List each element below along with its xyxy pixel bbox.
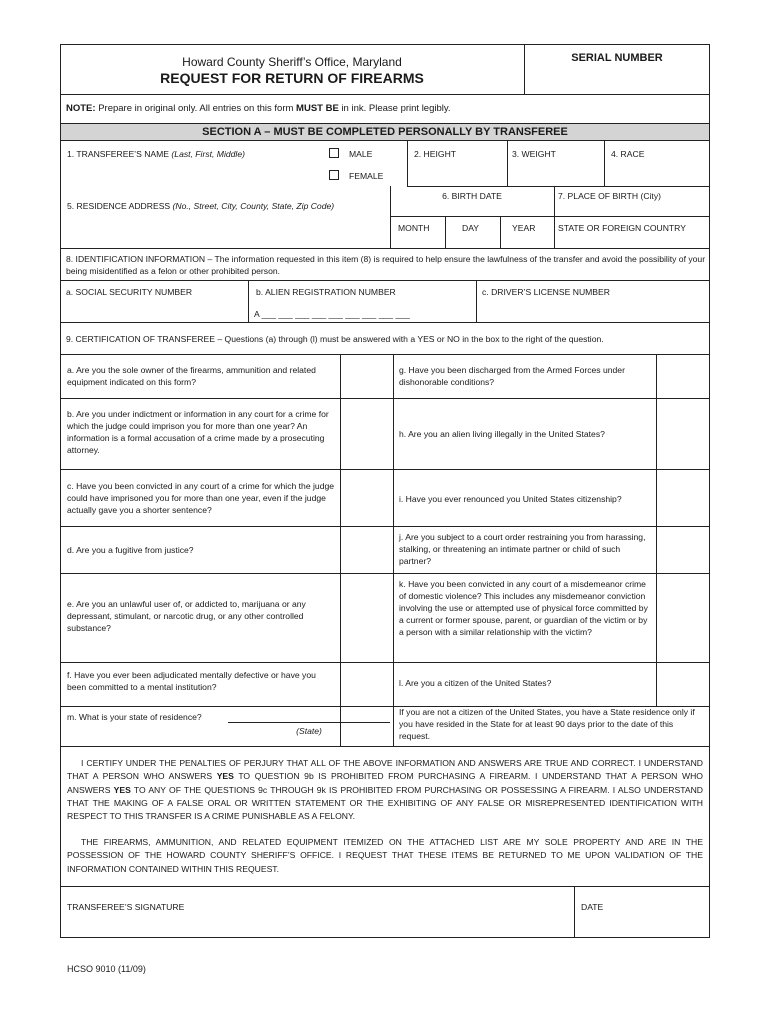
statement-part-1: I CERTIFY UNDER THE PENALTIES OF PERJURY THAT ALL OF THE ABOVE INFORMATION AND ANSWERS ARE TRUE AND CORRECT. I UNDERSTAND THAT A PERSON WHO ANSWERS bbox=[67, 758, 703, 782]
date-field[interactable] bbox=[578, 914, 706, 936]
male-label: MALE bbox=[349, 149, 373, 159]
alien-registration-field[interactable]: A ___ ___ ___ ___ ___ ___ ___ ___ ___ bbox=[254, 309, 410, 319]
statement-yes-1: YES bbox=[216, 771, 234, 782]
question-b: b. Are you under indictment or information in any court for a crime for which the judge could imprison you for more than one year? An information is a formal accusation of a crime made by a prosecuting attorney. bbox=[67, 409, 329, 455]
property-statement: THE FIREARMS, AMMUNITION, AND RELATED EQUIPMENT ITEMIZED ON THE ATTACHED LIST ARE MY SOLE PROPERTY AND ARE IN THE POSSESSION OF THE HOWARD COUNTY SHERIFF’S OFFICE. I REQUEST THAT THESE ITEMS BE RETURNED TO ME UPON VALIDATION OF THE INFORMATION CONTAINED WITHIN THIS REQUEST. bbox=[67, 837, 703, 874]
question-d: d. Are you a fugitive from justice? bbox=[67, 545, 194, 555]
drivers-license-label: c. DRIVER’S LICENSE NUMBER bbox=[482, 287, 610, 297]
signature-label: TRANSFEREE’S SIGNATURE bbox=[67, 902, 185, 912]
year-label: YEAR bbox=[512, 223, 536, 233]
weight-field[interactable] bbox=[510, 162, 602, 184]
ssn-field[interactable] bbox=[64, 300, 244, 320]
birth-month-field[interactable] bbox=[392, 234, 442, 246]
serial-number-field[interactable] bbox=[528, 68, 706, 92]
statement-part-2: TO QUESTION 9b IS PROHIBITED FROM PURCHASING A FIREARM. I UNDERSTAND THAT A PERSON WHO ANSWERS bbox=[67, 771, 703, 795]
residence-note: If you are not a citizen of the United States, you have a State residence only if you have resided in the State for at least 90 days prior to the date of this request. bbox=[399, 707, 695, 741]
address-field[interactable] bbox=[64, 214, 386, 244]
question-j: j. Are you subject to a court order restraining you from harassing, stalking, or threatening an intimate partner or child of such partner? bbox=[399, 532, 646, 566]
birth-place-label: 7. PLACE OF BIRTH (City) bbox=[558, 191, 661, 201]
answer-c[interactable] bbox=[343, 472, 391, 524]
date-label: DATE bbox=[581, 902, 604, 912]
answer-k[interactable] bbox=[659, 576, 707, 660]
race-field[interactable] bbox=[607, 162, 707, 184]
birth-year-field[interactable] bbox=[503, 234, 552, 246]
alien-registration-label: b. ALIEN REGISTRATION NUMBER bbox=[256, 287, 396, 297]
certification-text: 9. CERTIFICATION OF TRANSFEREE – Questions (a) through (l) must be answered with a YES or NO in the box to the right of the question. bbox=[66, 334, 604, 344]
answer-g[interactable] bbox=[659, 357, 707, 396]
name-hint: (Last, First, Middle) bbox=[171, 149, 245, 159]
section-a-title: SECTION A – MUST BE COMPLETED PERSONALLY BY TRANSFEREE bbox=[202, 126, 568, 138]
female-label: FEMALE bbox=[349, 171, 384, 181]
answer-h[interactable] bbox=[659, 401, 707, 467]
name-field[interactable] bbox=[64, 162, 316, 184]
answer-a[interactable] bbox=[343, 357, 391, 396]
question-i: i. Have you ever renounced you United States citizenship? bbox=[399, 494, 622, 504]
state-label: (State) bbox=[296, 726, 322, 736]
note-must-be: MUST BE bbox=[296, 103, 339, 114]
note-text-b: in ink. Please print legibly. bbox=[338, 103, 451, 114]
note-label: NOTE: bbox=[66, 103, 96, 114]
state-country-label: STATE OR FOREIGN COUNTRY bbox=[558, 223, 686, 233]
answer-i[interactable] bbox=[659, 472, 707, 524]
serial-number-label: SERIAL NUMBER bbox=[571, 52, 663, 64]
birth-day-field[interactable] bbox=[448, 234, 498, 246]
address-label-text: 5. RESIDENCE ADDRESS bbox=[67, 201, 173, 211]
section-a-rule bbox=[60, 140, 710, 141]
drivers-license-field[interactable] bbox=[480, 300, 706, 320]
female-checkbox[interactable] bbox=[329, 170, 339, 180]
male-checkbox[interactable] bbox=[329, 148, 339, 158]
address-label bbox=[67, 200, 334, 212]
perjury-statement bbox=[67, 757, 703, 823]
answer-f[interactable] bbox=[343, 665, 391, 704]
name-label-text: 1. TRANSFEREE’S NAME bbox=[67, 149, 172, 159]
state-of-residence-field[interactable] bbox=[228, 708, 390, 722]
birth-date-label: 6. BIRTH DATE bbox=[442, 191, 502, 201]
statement-part-3: TO ANY OF THE QUESTIONS 9c THROUGH 9k IS PROHIBITED FROM PURCHASING OR POSSESSING A FIREARM. I ALSO UNDERSTAND THAT THE MAKING OF A FALSE ORAL OR WRITTEN STATEMENT OR THE EXHIBITING OF ANY FALSE OR MISREPRESENTED IDENTIFICATION WITH RESPECT TO THIS TRANSFER IS A CRIME PUNISHABLE AS A FELONY. bbox=[67, 784, 703, 822]
agency-name: Howard County Sheriff’s Office, Maryland bbox=[182, 55, 402, 69]
signature-field[interactable] bbox=[64, 914, 570, 936]
race-label: 4. RACE bbox=[611, 149, 645, 159]
form-id: HCSO 9010 (11/09) bbox=[67, 964, 146, 974]
question-e: e. Are you an unlawful user of, or addicted to, marijuana or any depressant, stimulant, or narcotic drug, or any other controlled substance? bbox=[67, 599, 306, 633]
answer-e[interactable] bbox=[343, 576, 391, 660]
answer-l[interactable] bbox=[659, 665, 707, 704]
question-g: g. Have you been discharged from the Armed Forces under dishonorable conditions? bbox=[399, 365, 625, 387]
name-label bbox=[67, 148, 245, 160]
address-hint: (No., Street, City, County, State, Zip Code) bbox=[172, 201, 335, 211]
height-field[interactable] bbox=[410, 162, 504, 184]
header-rule bbox=[60, 94, 710, 95]
month-label: MONTH bbox=[398, 223, 430, 233]
question-f: f. Have you ever been adjudicated mentally defective or have you been committed to a mental institution? bbox=[67, 670, 316, 692]
question-h: h. Are you an alien living illegally in the United States? bbox=[399, 429, 605, 439]
question-c: c. Have you been convicted in any court of a crime for which the judge could have imprisoned you for more than one year, even if the judge actually gave you a shorter sentence? bbox=[67, 481, 335, 515]
question-l: l. Are you a citizen of the United States? bbox=[399, 678, 552, 688]
weight-label: 3. WEIGHT bbox=[512, 149, 556, 159]
birth-place-field[interactable] bbox=[557, 204, 707, 214]
question-m: m. What is your state of residence? bbox=[67, 712, 202, 722]
question-a: a. Are you the sole owner of the firearms, ammunition and related equipment indicated on this form? bbox=[67, 365, 316, 387]
day-label: DAY bbox=[462, 223, 480, 233]
answer-b[interactable] bbox=[343, 401, 391, 467]
identification-text: 8. IDENTIFICATION INFORMATION – The information requested in this item (8) is required to help ensure the lawfulness of the transfer and avoid the possibility of your being misidentified as a felon or other prohibited person. bbox=[66, 254, 706, 276]
state-underline bbox=[228, 722, 390, 723]
form-title: REQUEST FOR RETURN OF FIREARMS bbox=[160, 70, 424, 86]
statement-yes-2: YES bbox=[113, 784, 131, 795]
answer-d[interactable] bbox=[343, 529, 391, 571]
note-text-a: Prepare in original only. All entries on this form bbox=[95, 103, 297, 114]
ssn-label: a. SOCIAL SECURITY NUMBER bbox=[66, 287, 193, 297]
height-label: 2. HEIGHT bbox=[414, 149, 457, 159]
answer-j[interactable] bbox=[659, 529, 707, 571]
question-k: k. Have you been convicted in any court of a misdemeanor crime of domestic violence? This includes any misdemeanor conviction involving the use or attempted use of physical force committed by a current or former spouse, parent, or guardian of the victim or by a person with a similar relationship with the victim? bbox=[399, 579, 648, 637]
note-line bbox=[66, 103, 451, 115]
